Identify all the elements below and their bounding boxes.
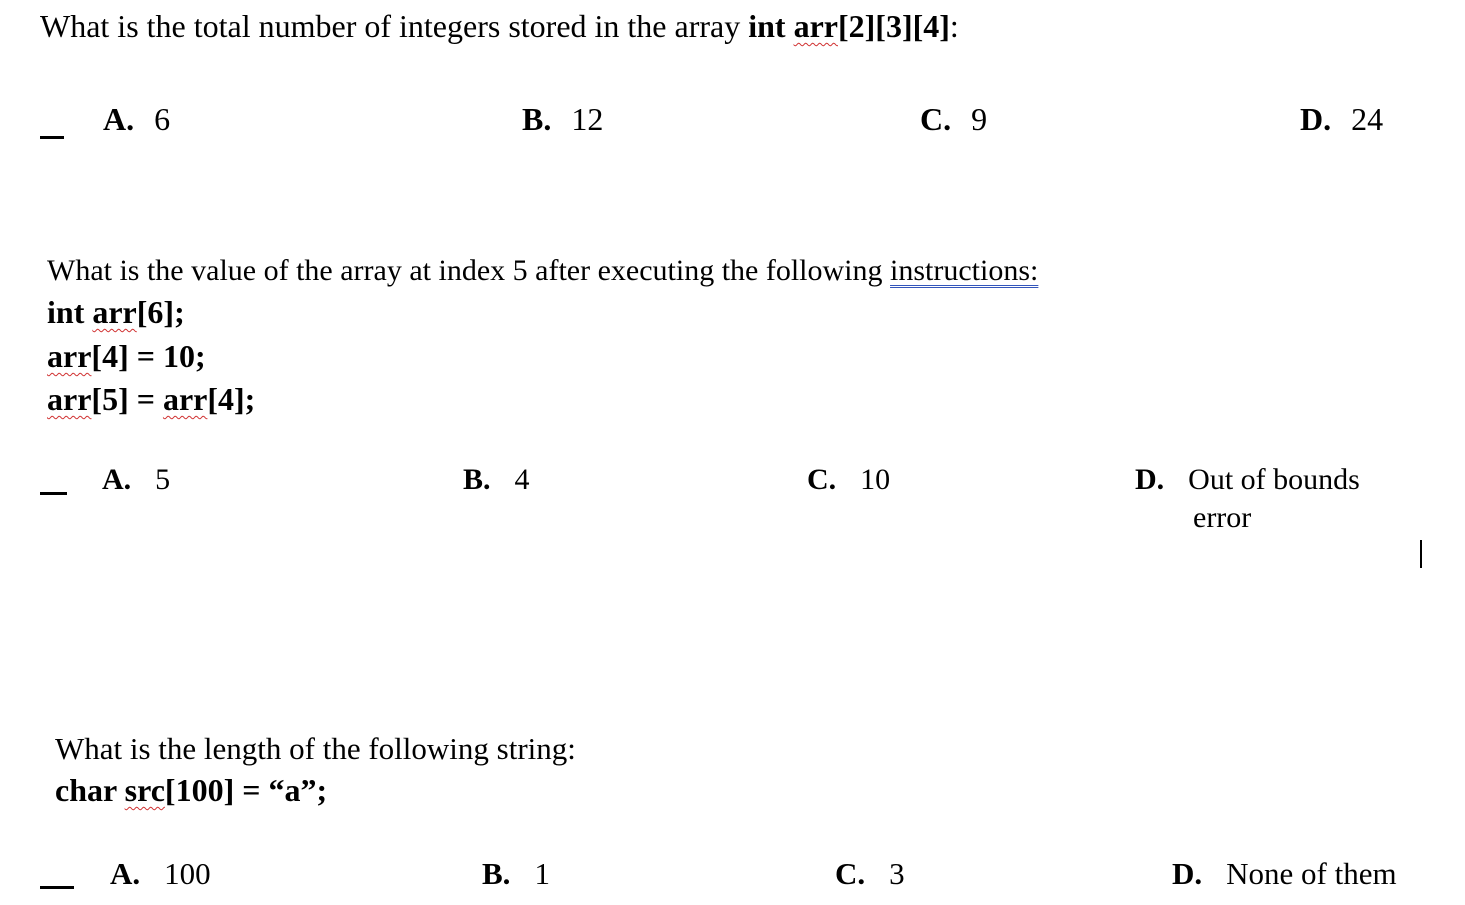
q2-option-c[interactable]: C. 10 [807, 463, 891, 496]
q2-option-d[interactable]: D. Out of bounds [1135, 463, 1360, 496]
q2-code-line-1: int arr[6]; [47, 294, 185, 330]
text-cursor [1420, 540, 1422, 568]
q1-option-d[interactable]: D. 24 [1300, 101, 1384, 137]
answer-blank-2[interactable] [40, 492, 67, 495]
q3-option-c[interactable]: C. 3 [835, 856, 905, 891]
q1-option-c[interactable]: C. 9 [920, 101, 988, 137]
instructions-link[interactable]: instructions: [890, 254, 1039, 287]
q2-code-line-2: arr[4] = 10; [47, 338, 206, 374]
question-3-prompt: What is the length of the following string: [55, 731, 576, 766]
q1-option-a[interactable]: A. 6 [103, 101, 171, 137]
q3-option-d[interactable]: D. None of them [1172, 856, 1397, 891]
q2-option-a[interactable]: A. 5 [102, 463, 171, 496]
q2-code-line-3: arr[5] = arr[4]; [47, 381, 256, 417]
answer-blank-1[interactable] [40, 136, 64, 139]
q2-option-d-wrap: error [1193, 501, 1252, 534]
q2-option-b[interactable]: B. 4 [463, 463, 530, 496]
q3-code-line-1: char src[100] = “a”; [55, 772, 328, 808]
q1-option-b[interactable]: B. 12 [522, 101, 604, 137]
q3-option-a[interactable]: A. 100 [110, 856, 211, 891]
q3-option-b[interactable]: B. 1 [482, 856, 550, 891]
answer-blank-3[interactable] [40, 886, 74, 889]
question-1-prompt: What is the total number of integers stored in the array int arr[2][3][4]: [40, 8, 959, 44]
question-2-prompt: What is the value of the array at index 5 after executing the following instructions: [47, 254, 1039, 287]
